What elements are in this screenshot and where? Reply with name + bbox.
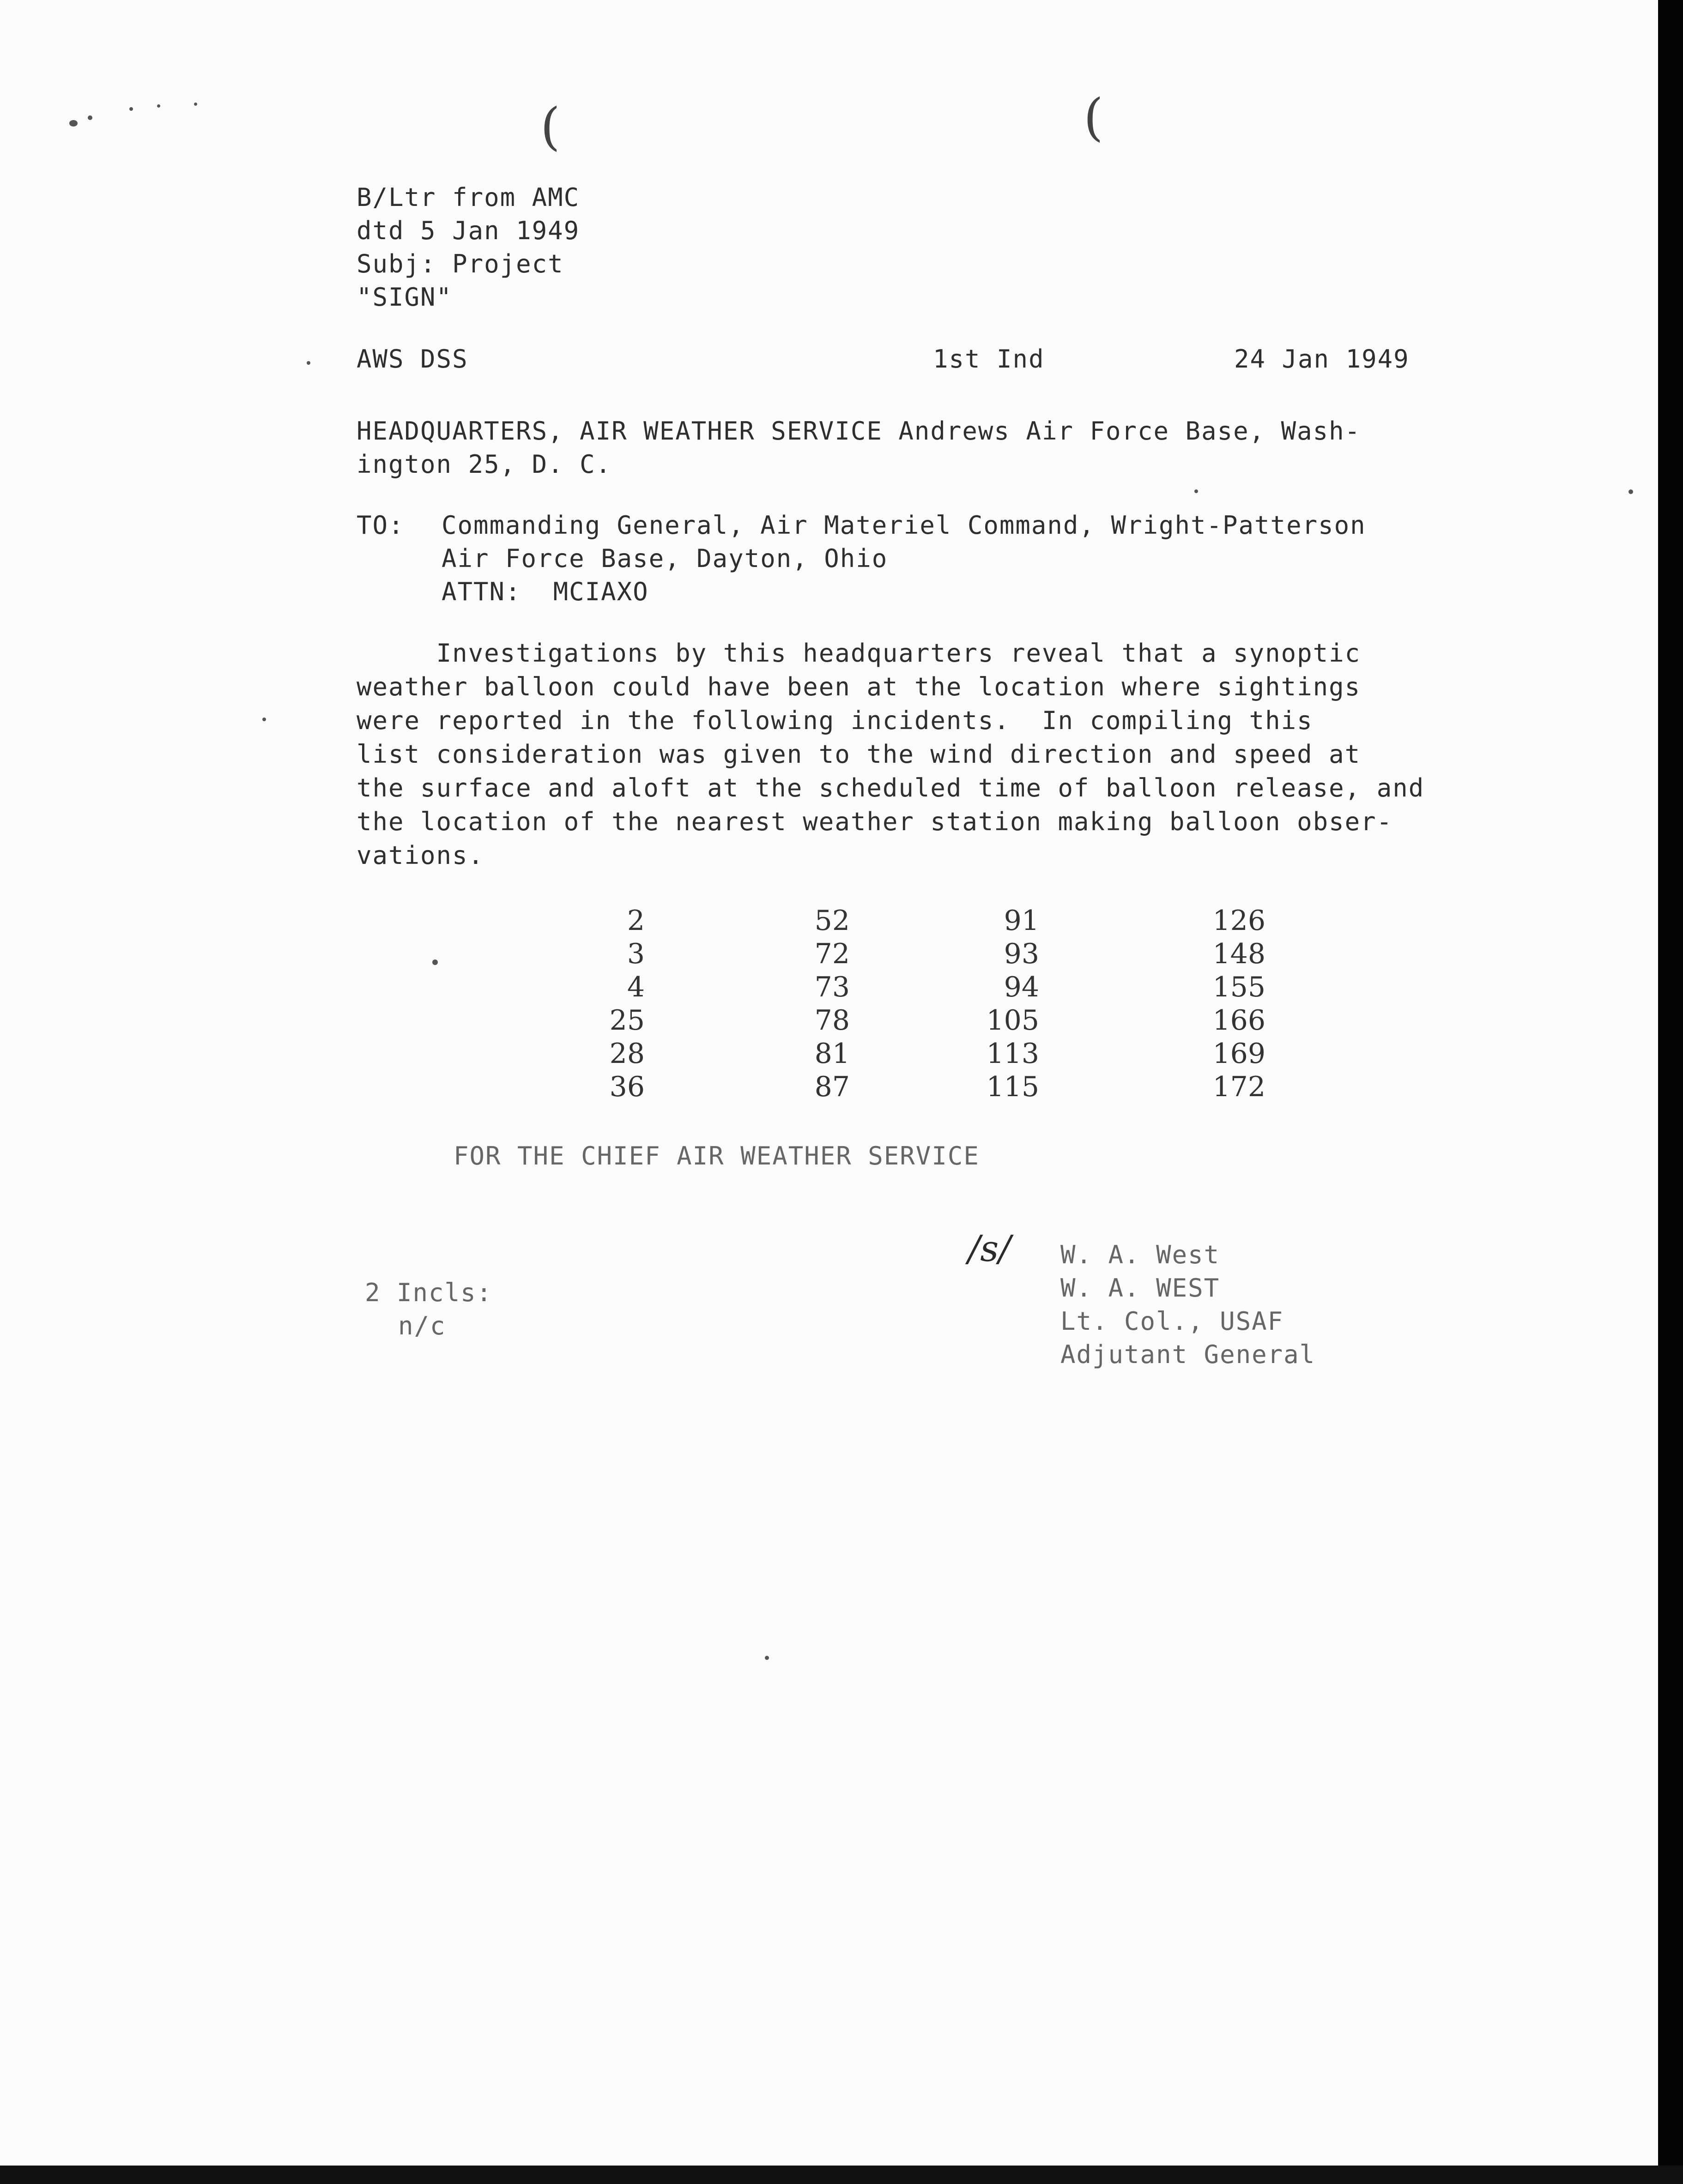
incident-number: 93	[1004, 938, 1039, 970]
signer-rank: Lt. Col., USAF	[1060, 1307, 1284, 1336]
incident-column-3	[979, 904, 1039, 1104]
incident-number: 148	[1212, 938, 1265, 970]
body-paragraph: Investigations by this headquarters reveal that a synoptic weather balloon could have been at the location where sightings were reported in the following incidents. In compiling this list consideration was given to the wind direction and speed at the surface and aloft at the scheduled time of balloon release, and the location of the nearest weather station making balloon obser- vations.	[357, 639, 1425, 870]
incident-number: 166	[1212, 1004, 1265, 1037]
scan-mark: (	[1084, 88, 1103, 147]
inclosures-line-2: n/c	[398, 1311, 446, 1340]
office-symbol: AWS DSS	[357, 344, 468, 374]
to-line-2: Air Force Base, Dayton, Ohio	[442, 544, 888, 573]
incident-number: 87	[814, 1071, 850, 1103]
incident-number: 73	[814, 971, 850, 1003]
incident-number: 36	[609, 1071, 645, 1103]
reference-line-1: B/Ltr from AMC	[357, 183, 580, 212]
incident-number: 52	[814, 905, 850, 937]
for-the-chief-line: FOR THE CHIEF AIR WEATHER SERVICE	[454, 1141, 980, 1170]
scan-border-right	[1658, 0, 1683, 2184]
signature-mark: /s/	[968, 1228, 1011, 1270]
scan-speck	[88, 115, 92, 120]
scan-speck	[262, 718, 266, 721]
incident-number: 25	[609, 1004, 645, 1037]
incident-number: 4	[627, 971, 645, 1003]
from-line-2: ington 25, D. C.	[357, 450, 612, 479]
incident-number: 115	[986, 1071, 1039, 1103]
incident-number: 126	[1212, 905, 1265, 937]
scan-speck	[307, 361, 310, 365]
reference-line-3: Subj: Project	[357, 249, 564, 278]
incident-number: 78	[814, 1004, 850, 1037]
scan-speck	[129, 107, 133, 111]
incident-number: 81	[814, 1038, 850, 1070]
incident-number: 105	[986, 1004, 1039, 1037]
attention-line: ATTN: MCIAXO	[442, 577, 649, 606]
inclosures-line-1: 2 Incls:	[365, 1278, 493, 1307]
scan-speck	[69, 120, 78, 127]
incident-number: 3	[627, 938, 645, 970]
incident-column-1	[608, 904, 645, 1104]
incident-number: 113	[986, 1038, 1039, 1070]
incident-column-4	[1205, 904, 1265, 1104]
incident-number: 28	[609, 1038, 645, 1070]
to-label: TO:	[357, 511, 405, 540]
scan-border-bottom	[0, 2166, 1683, 2184]
incident-number: 155	[1212, 971, 1265, 1003]
scan-speck	[1194, 489, 1198, 493]
incident-number: 2	[627, 905, 645, 937]
incident-column-2	[804, 904, 850, 1104]
signer-title: Adjutant General	[1060, 1340, 1316, 1369]
scan-mark: (	[540, 97, 560, 156]
scan-speck	[157, 104, 160, 108]
incident-number: 94	[1004, 971, 1039, 1003]
scan-speck	[765, 1656, 769, 1660]
scan-speck	[194, 103, 197, 106]
reference-line-2: dtd 5 Jan 1949	[357, 216, 580, 245]
to-line-1: Commanding General, Air Materiel Command, Wright-Patterson	[442, 511, 1366, 540]
incident-number: 91	[1004, 905, 1039, 937]
scan-speck	[432, 959, 438, 965]
indorsement-date: 24 Jan 1949	[1234, 344, 1410, 374]
incident-number: 169	[1212, 1038, 1265, 1070]
reference-line-4: "SIGN"	[357, 283, 453, 312]
incident-number: 72	[814, 938, 850, 970]
from-line-1: HEADQUARTERS, AIR WEATHER SERVICE Andrews Air Force Base, Wash-	[357, 416, 1361, 446]
incident-number: 172	[1212, 1071, 1265, 1103]
typed-name: W. A. WEST	[1060, 1273, 1220, 1303]
indorsement-number: 1st Ind	[933, 344, 1045, 374]
signed-name: W. A. West	[1060, 1240, 1220, 1269]
scan-speck	[1629, 489, 1633, 494]
